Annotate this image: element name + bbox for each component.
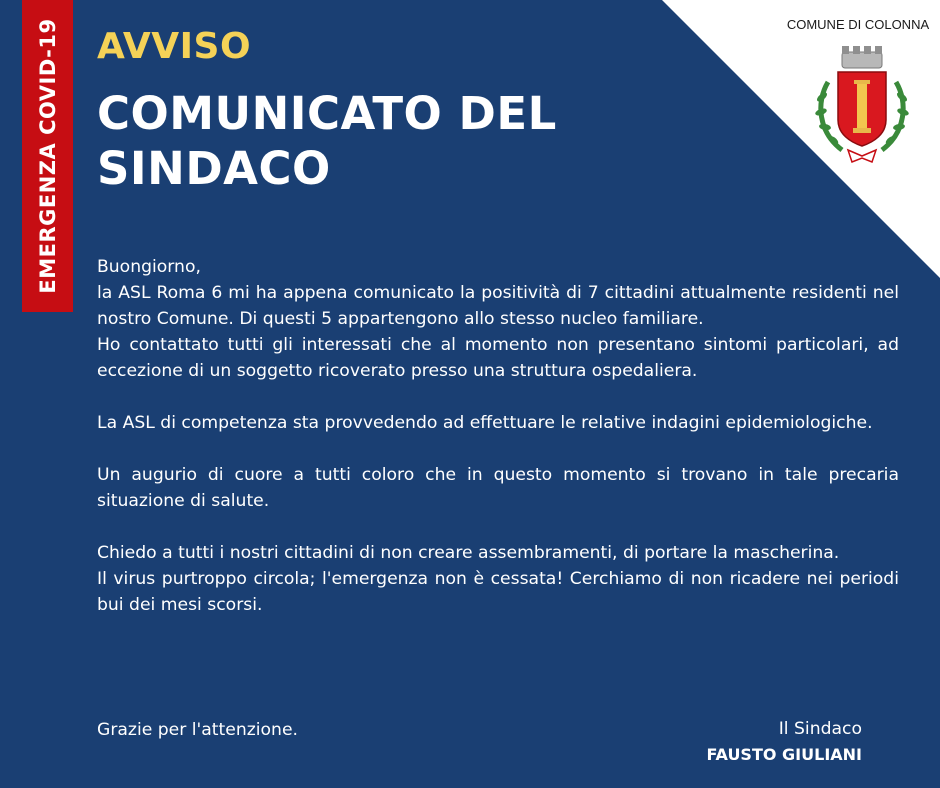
page-title: COMUNICATO DEL SINDACO [97,87,557,195]
coat-of-arms-icon [812,42,912,172]
paragraph: Un augurio di cuore a tutti coloro che in questo momento si trovano in tale precaria situazione di salute. [97,465,899,511]
notice-kicker: AVVISO [97,26,252,67]
municipality-name: COMUNE DI COLONNA [786,17,930,32]
paragraph: La ASL di competenza sta provvedendo ad effettuare le relative indagini epidemiologiche. [97,413,873,433]
paragraph: la ASL Roma 6 mi ha appena comunicato la positività di 7 cittadini attualmente residenti nel nostro Comune. Di questi 5 appartengono allo stesso nucleo familiare. [97,283,899,329]
closing-thanks: Grazie per l'attenzione. [97,720,298,740]
paragraph: Il virus purtroppo circola; l'emergenza non è cessata! Cerchiamo di non ricadere nei periodi bui dei mesi scorsi. [97,569,899,615]
signature-role: Il Sindaco [778,719,862,739]
side-banner-label: EMERGENZA COVID-19 [36,18,60,294]
greeting: Buongiorno, [97,257,201,277]
paragraph: Chiedo a tutti i nostri cittadini di non creare assembramenti, di portare la mascherina. [97,543,840,563]
message-body [97,254,899,618]
signature-block [690,716,862,768]
signature-name: FAUSTO GIULIANI [706,745,862,764]
paragraph: Ho contattato tutti gli interessati che al momento non presentano sintomi particolari, ad eccezione di un soggetto ricoverato presso una struttura ospedaliera. [97,335,899,381]
